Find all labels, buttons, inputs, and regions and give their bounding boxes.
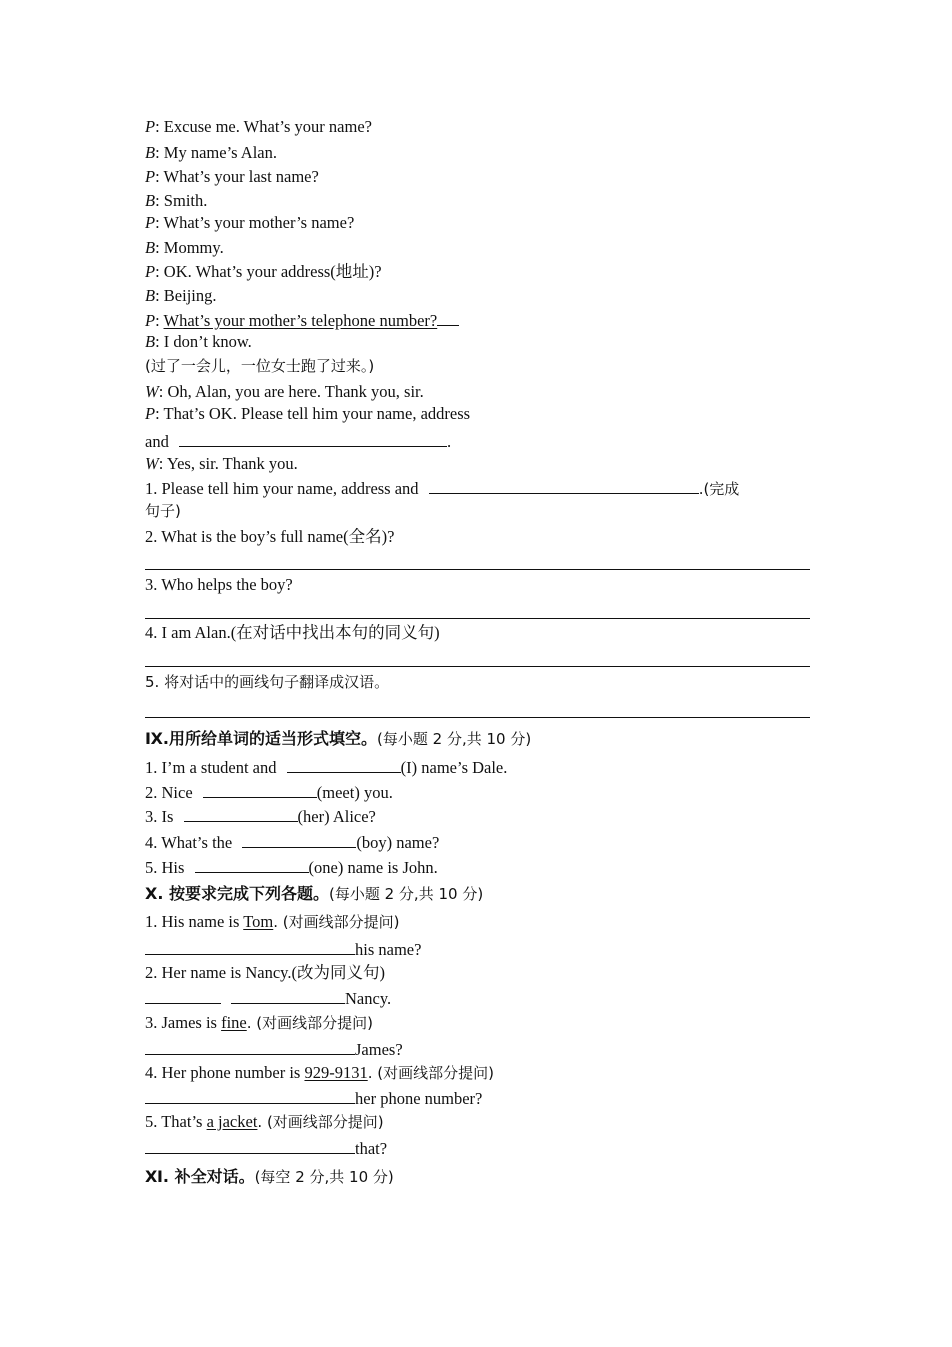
transform-item: [145, 1114, 384, 1131]
answer-blank[interactable]: [145, 1040, 355, 1055]
line-text: : What’s your mother’s name?: [155, 213, 355, 232]
section-title: Ⅺ. 补全对话。: [145, 1167, 255, 1186]
answer-blank[interactable]: [231, 989, 345, 1004]
answer-row: [145, 1040, 403, 1059]
item-hint: (her) Alice?: [297, 807, 376, 826]
dialogue-line: [145, 288, 217, 305]
transform-item: [145, 914, 400, 931]
speaker: P: [145, 117, 156, 136]
item-text: 5. That’s: [145, 1112, 207, 1131]
question-2: 2. What is the boy’s full name(全名)?: [145, 527, 395, 546]
speaker: B: [145, 332, 156, 351]
line-text: :: [155, 311, 164, 330]
answer-row: [145, 1089, 482, 1108]
stage-direction: (过了一会儿，一位女士跑了过来。): [145, 357, 375, 375]
question-4: 4. I am Alan.(在对话中找出本句的同义句): [145, 623, 440, 642]
underlined-sentence: What’s your mother’s telephone number?: [163, 311, 438, 330]
dialogue-line: [145, 264, 382, 281]
section-points: (每小题 2 分,共 10 分): [377, 730, 532, 748]
answer-row: [145, 989, 391, 1008]
fill-blank[interactable]: [195, 858, 309, 873]
answer-end: her phone number?: [355, 1089, 483, 1108]
section-points: (每空 2 分,共 10 分): [254, 1168, 394, 1186]
speaker: P: [145, 213, 156, 232]
dialogue-line: [145, 406, 470, 423]
section-11-heading: [145, 1169, 394, 1186]
dialogue-line: [145, 193, 207, 210]
answer-blank[interactable]: [145, 989, 221, 1004]
section-title: Ⅸ.用所给单词的适当形式填空。: [145, 729, 378, 748]
blank-end: .: [446, 432, 452, 451]
fill-item: [145, 807, 376, 826]
item-hint: (one) name is John.: [308, 858, 438, 877]
section-10-heading: [145, 886, 483, 903]
answer-end: Nancy.: [345, 989, 392, 1008]
question-suffix: .(完成: [698, 480, 740, 498]
answer-line[interactable]: [145, 569, 810, 570]
answer-row: [145, 940, 421, 959]
answer-blank[interactable]: [145, 940, 355, 955]
answer-blank[interactable]: [145, 1089, 355, 1104]
line-text: : Yes, sir. Thank you.: [158, 454, 298, 473]
transform-item: [145, 1015, 373, 1032]
item-text: 5. His: [145, 858, 185, 877]
item-instruction: . (对画线部分提问): [246, 1014, 373, 1032]
line-text: : My name’s Alan.: [155, 143, 277, 162]
dialogue-line: [145, 456, 298, 473]
speaker: P: [145, 262, 156, 281]
item-hint: (meet) you.: [316, 783, 393, 802]
item-hint: (boy) name?: [356, 833, 440, 852]
answer-end: James?: [355, 1040, 403, 1059]
question-5: 5. 将对话中的画线句子翻译成汉语。: [145, 673, 390, 691]
fill-item: [145, 783, 393, 802]
answer-end: that?: [355, 1139, 388, 1158]
answer-line[interactable]: [145, 666, 810, 667]
section-9-heading: [145, 731, 531, 748]
fill-blank[interactable]: [287, 758, 401, 773]
answer-line[interactable]: [145, 717, 810, 718]
question-3: 3. Who helps the boy?: [145, 575, 293, 594]
item-text: 3. James is: [145, 1013, 222, 1032]
fill-blank[interactable]: [184, 807, 298, 822]
item-text: 4. What’s the: [145, 833, 233, 852]
underline-extension: [437, 311, 459, 326]
line-text: : I don’t know.: [155, 332, 252, 351]
line-text: : Smith.: [155, 191, 208, 210]
dialogue-line: [145, 432, 451, 451]
section-points: (每小题 2 分,共 10 分): [329, 885, 484, 903]
speaker: W: [145, 382, 159, 401]
speaker: B: [145, 143, 156, 162]
dialogue-blank[interactable]: [179, 432, 447, 447]
line-text: : Excuse me. What’s your name?: [155, 117, 372, 136]
dialogue-line: [145, 119, 372, 136]
underlined-word: a jacket: [206, 1112, 258, 1131]
speaker: B: [145, 191, 156, 210]
item-text: 1. I’m a student and: [145, 758, 277, 777]
speaker: B: [145, 238, 156, 257]
fill-item: [145, 858, 438, 877]
underlined-word: fine: [221, 1013, 247, 1032]
speaker: P: [145, 404, 156, 423]
transform-item: [145, 1065, 494, 1082]
speaker: B: [145, 286, 156, 305]
line-text: and: [145, 432, 169, 451]
question-1-cont: 句子): [145, 502, 181, 520]
dialogue-line: [145, 215, 354, 232]
dialogue-line: [145, 169, 319, 186]
answer-blank[interactable]: [429, 479, 699, 494]
dialogue-line: [145, 240, 224, 257]
speaker: P: [145, 167, 156, 186]
item-text: 3. Is: [145, 807, 174, 826]
fill-blank[interactable]: [203, 783, 317, 798]
dialogue-line: [145, 311, 459, 330]
answer-row: [145, 1139, 387, 1158]
dialogue-line: [145, 384, 424, 401]
speaker: P: [145, 311, 156, 330]
dialogue-line: [145, 145, 277, 162]
answer-end: his name?: [355, 940, 422, 959]
underlined-word: 929-9131: [304, 1063, 368, 1082]
line-text: : Oh, Alan, you are here. Thank you, sir.: [158, 382, 424, 401]
fill-blank[interactable]: [242, 833, 356, 848]
line-text: : What’s your last name?: [155, 167, 319, 186]
line-text: : That’s OK. Please tell him your name, address: [155, 404, 471, 423]
item-text: 2. Her name is Nancy.(改为同义句): [145, 963, 385, 982]
transform-item: [145, 965, 385, 982]
item-instruction: . (对画线部分提问): [273, 913, 400, 931]
fill-item: [145, 758, 507, 777]
item-hint: (I) name’s Dale.: [400, 758, 508, 777]
underlined-word: Tom: [243, 912, 274, 931]
line-text: : Beijing.: [155, 286, 217, 305]
item-text: 2. Nice: [145, 783, 193, 802]
fill-item: [145, 833, 439, 852]
line-text: : Mommy.: [155, 238, 224, 257]
line-text: : OK. What’s your address(地址)?: [155, 262, 382, 281]
item-text: 1. His name is: [145, 912, 244, 931]
item-text: 4. Her phone number is: [145, 1063, 305, 1082]
item-instruction: . (对画线部分提问): [257, 1113, 384, 1131]
question-1: [145, 479, 739, 498]
section-title: Ⅹ. 按要求完成下列各题。: [145, 884, 329, 903]
question-text: 1. Please tell him your name, address and: [145, 479, 419, 498]
dialogue-line: [145, 334, 252, 351]
answer-line[interactable]: [145, 618, 810, 619]
answer-blank[interactable]: [145, 1139, 355, 1154]
speaker: W: [145, 454, 159, 473]
item-instruction: . (对画线部分提问): [367, 1064, 494, 1082]
